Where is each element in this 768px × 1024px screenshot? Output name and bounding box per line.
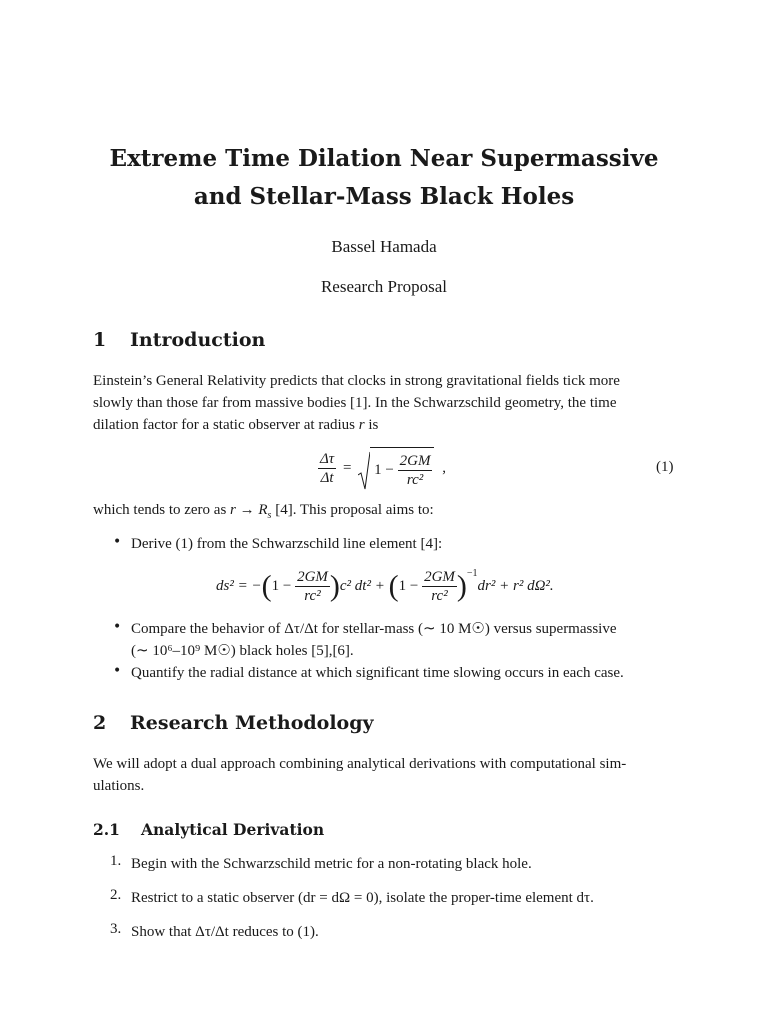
line-element-lhs: ds² = − [216, 578, 262, 595]
paren-open-1: ( [261, 569, 272, 603]
section-number: 1 [93, 329, 107, 351]
limit-expression: r → R [230, 502, 268, 518]
author-name: Bassel Hamada [331, 237, 437, 256]
step-2-text: Restrict to a static observer (dr = dΩ = 0), isolate the proper-time element dτ. [131, 890, 594, 906]
bullet-1-text: Derive (1) from the Schwarzschild line element [4]: [131, 536, 443, 552]
section-title: Research Methodology [130, 712, 374, 734]
fraction-2-numerator: 2GM [424, 569, 455, 586]
rhs-numerator: 2GM [399, 453, 431, 469]
bullet-2-line-2: (∼ 10⁶–10⁹ M☉) black holes [5],[6]. [131, 643, 354, 659]
bullet-2-line-1: Compare the behavior of Δτ/Δt for stellar-mass (∼ 10 M☉) versus supermassive [131, 621, 617, 637]
bullet-3-text: Quantify the radial distance at which significant time slowing occurs in each case. [131, 665, 624, 681]
title-line-2: and Stellar-Mass Black Holes [193, 183, 575, 210]
line-element-mid: c² dt² + [339, 578, 385, 595]
radius-variable: r [358, 417, 365, 433]
one-minus-2: 1 − [398, 578, 419, 595]
step-1-number: 1. [110, 853, 122, 869]
bullet-2-text [131, 618, 675, 662]
subsection-analytical-derivation-heading [93, 820, 324, 839]
schwarzschild-subscript: s [267, 510, 272, 521]
rhs-fraction [398, 452, 433, 489]
equation-1 [318, 447, 446, 491]
square-root [358, 447, 434, 491]
section-methodology-heading [93, 712, 374, 734]
document-type: Research Proposal [320, 277, 448, 296]
line-element-tail: dr² + r² dΩ². [477, 578, 554, 595]
paren-close-2: ) [456, 569, 467, 603]
paren-open-2: ( [388, 569, 399, 603]
intro-line-2: slowly than those far from massive bodies [1]. In the Schwarzschild geometry, the time [93, 395, 617, 411]
lhs-fraction [318, 450, 336, 487]
equals-sign: = [342, 460, 352, 477]
fraction-2-denominator: rc² [431, 588, 448, 605]
subsection-number: 2.1 [93, 820, 120, 839]
after-eq-post: [4]. This proposal aims to: [271, 502, 434, 518]
paren-close-1: ) [329, 569, 340, 603]
title-line-1: Extreme Time Dilation Near Supermassive [109, 145, 659, 172]
intro-line-3 [93, 414, 675, 436]
section-introduction-heading [93, 329, 265, 351]
bullet-3-marker: • [113, 663, 122, 679]
intro-line-3-tail: is [364, 417, 379, 433]
methodology-paragraph [93, 753, 675, 797]
line-element-fraction-1 [295, 568, 330, 605]
intro-paragraph [93, 370, 675, 436]
equation-1-label: (1) [656, 459, 674, 475]
step-1-text: Begin with the Schwarzschild metric for a non-rotating black hole. [131, 856, 532, 872]
one-minus-1: 1 − [271, 578, 292, 595]
lhs-numerator: Δτ [320, 451, 335, 468]
inverse-exponent: −1 [466, 568, 478, 579]
line-element-fraction-2 [422, 568, 457, 605]
intro-line-1: Einstein’s General Relativity predicts that clocks in strong gravitational fields tick more [93, 373, 620, 389]
step-2-number: 2. [110, 887, 122, 903]
rhs-denominator: rc² [406, 472, 424, 488]
fraction-1-denominator: rc² [304, 588, 321, 605]
section-title: Introduction [130, 329, 266, 351]
step-3-text: Show that Δτ/Δt reduces to (1). [131, 924, 319, 940]
paper-title [60, 140, 708, 216]
bullet-1-marker: • [113, 534, 122, 550]
bullet-2-marker: • [113, 619, 122, 635]
one-minus: 1 − [374, 462, 394, 478]
subsection-title: Analytical Derivation [141, 820, 325, 839]
equation-comma: , [442, 460, 446, 477]
after-eq-pre: which tends to zero as [93, 502, 231, 518]
after-equation-text [93, 499, 675, 527]
intro-line-3-text: dilation factor for a static observer at radius [93, 417, 359, 433]
methodology-line-2: ulations. [93, 778, 145, 794]
section-number: 2 [93, 712, 107, 734]
lhs-denominator: Δt [320, 470, 334, 487]
line-element-equation [216, 568, 554, 605]
methodology-line-1: We will adopt a dual approach combining analytical derivations with computational sim- [93, 756, 627, 772]
radical-sign-icon [358, 451, 370, 491]
step-3-number: 3. [110, 921, 122, 937]
radicand [370, 447, 434, 489]
fraction-1-numerator: 2GM [297, 569, 328, 586]
